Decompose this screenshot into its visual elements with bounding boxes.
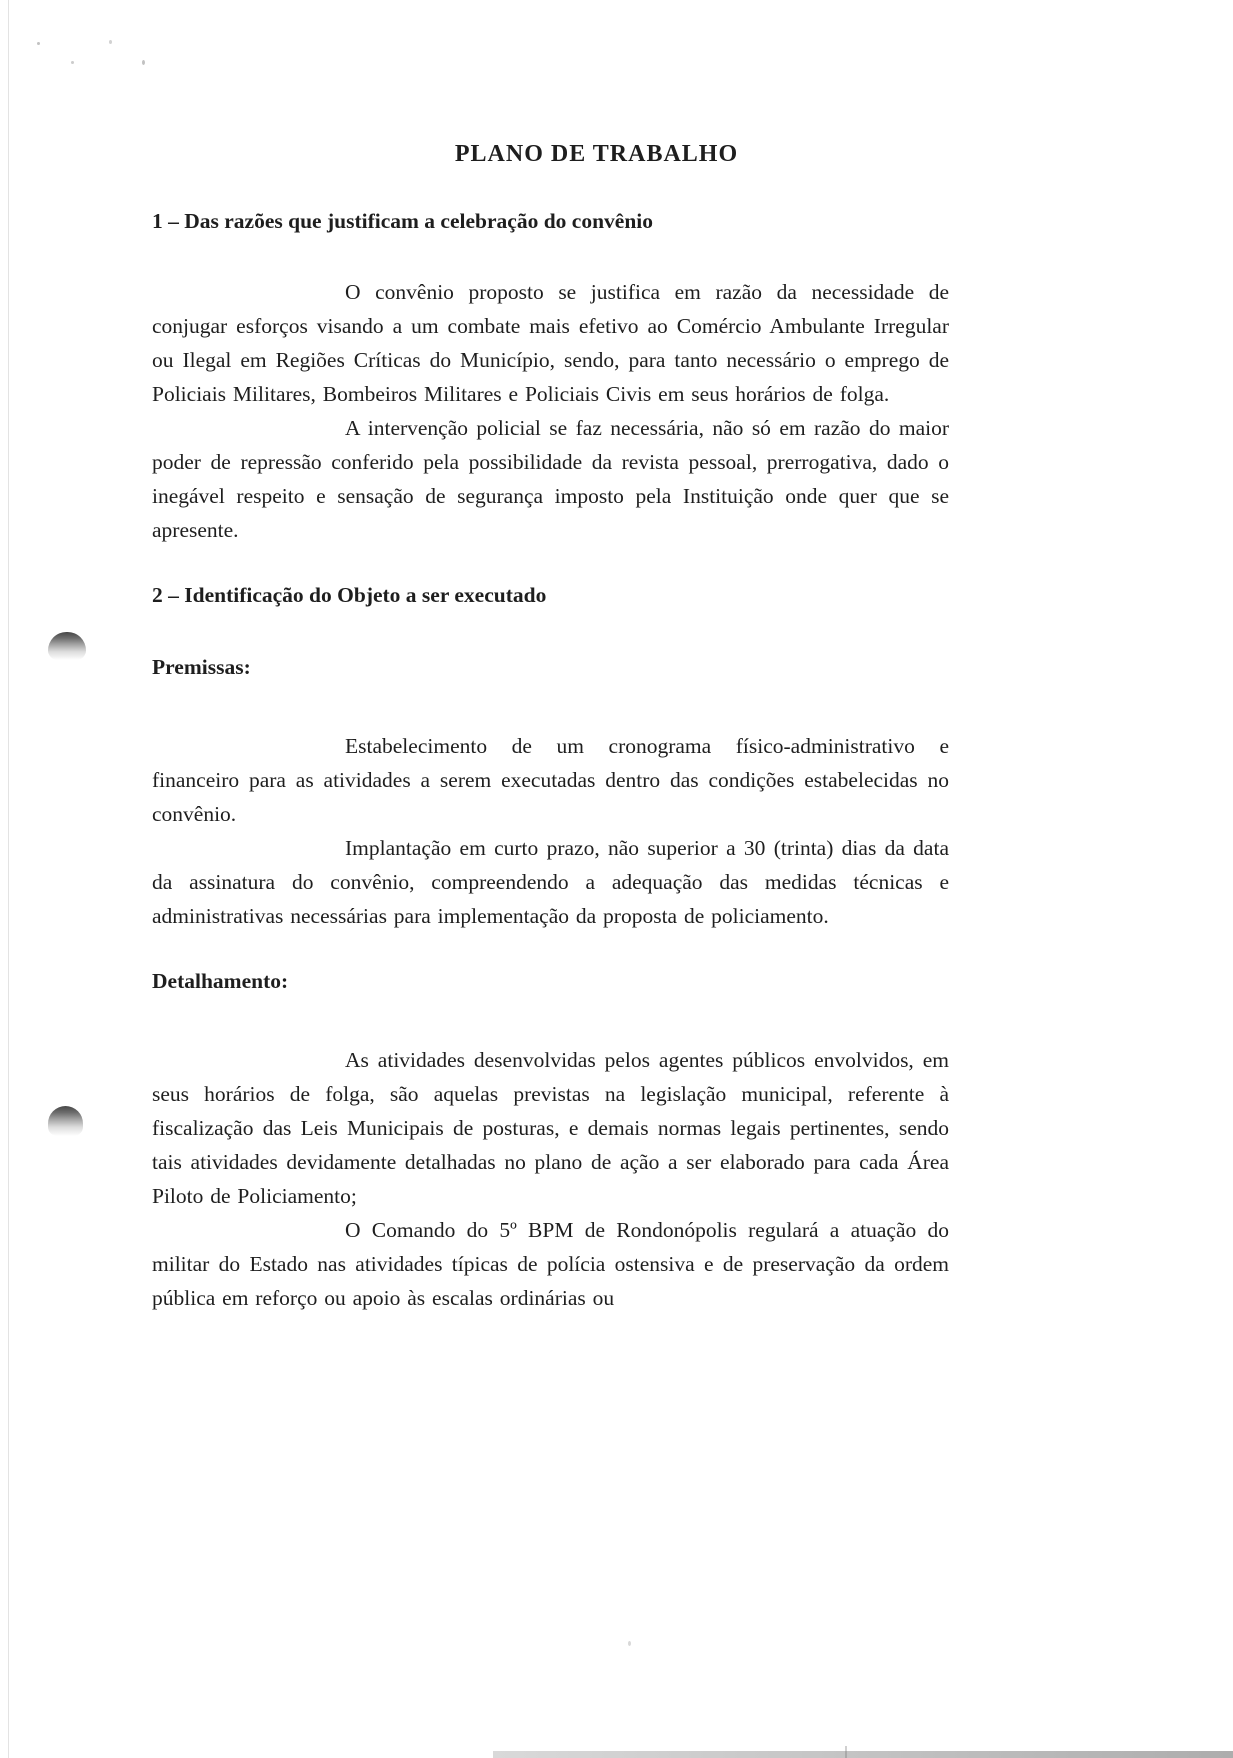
- detalhamento-paragraph-2: O Comando do 5º BPM de Rondonópolis regulará a atuação do militar do Estado nas atividades típicas de polícia ostensiva e de preservação da ordem pública em reforço ou apoio às escalas ordinárias ou: [152, 1218, 949, 1310]
- premissas-paragraph-2: Implantação em curto prazo, não superior a 30 (trinta) dias da data da assinatura do convênio, compreendendo a adequação das medidas técnicas e administrativas necessárias para implementação da proposta de policiamento.: [152, 836, 949, 928]
- scanner-edge-line: [8, 0, 9, 1758]
- dust-speck: [142, 60, 145, 65]
- scan-bottom-smudge: [493, 1751, 1233, 1758]
- hole-punch-shadow-bottom: [48, 1106, 83, 1136]
- document-body: [152, 139, 949, 1315]
- document-title: PLANO DE TRABALHO: [454, 141, 739, 167]
- dust-speck: [71, 61, 74, 64]
- scan-bottom-mark: [845, 1746, 847, 1758]
- premissas-paragraph-1: Estabelecimento de um cronograma físico-administrativo e financeiro para as atividades a serem executadas dentro das condições estabelecidas no convênio.: [152, 734, 949, 826]
- section-1-paragraph-2: A intervenção policial se faz necessária, não só em razão do maior poder de repressão conferido pela possibilidade da revista pessoal, prerrogativa, dado o inegável respeito e sensação de segurança imposto pela Instituição onde quer que se apresente.: [152, 416, 949, 542]
- detalhamento-label: Detalhamento:: [152, 969, 289, 993]
- premissas-label: Premissas:: [152, 655, 251, 679]
- dust-speck: [37, 42, 40, 45]
- hole-punch-shadow-top: [48, 632, 86, 660]
- dust-speck: [109, 40, 112, 44]
- dust-speck: [628, 1641, 631, 1646]
- detalhamento-paragraph-1: As atividades desenvolvidas pelos agentes públicos envolvidos, em seus horários de folga, são aquelas previstas na legislação municipal, referente à fiscalização das Leis Municipais de posturas, e demais normas legais pertinentes, sendo tais atividades devidamente detalhadas no plano de ação a ser elaborado para cada Área Piloto de Policiamento;: [152, 1048, 949, 1208]
- section-2-heading: 2 – Identificação do Objeto a ser executado: [152, 583, 547, 607]
- section-1-paragraph-1: O convênio proposto se justifica em razão da necessidade de conjugar esforços visando a um combate mais efetivo ao Comércio Ambulante Irregular ou Ilegal em Regiões Críticas do Município, sendo, para tanto necessário o emprego de Policiais Militares, Bombeiros Militares e Policiais Civis em seus horários de folga.: [152, 280, 949, 406]
- section-1-heading: 1 – Das razões que justificam a celebração do convênio: [152, 209, 653, 233]
